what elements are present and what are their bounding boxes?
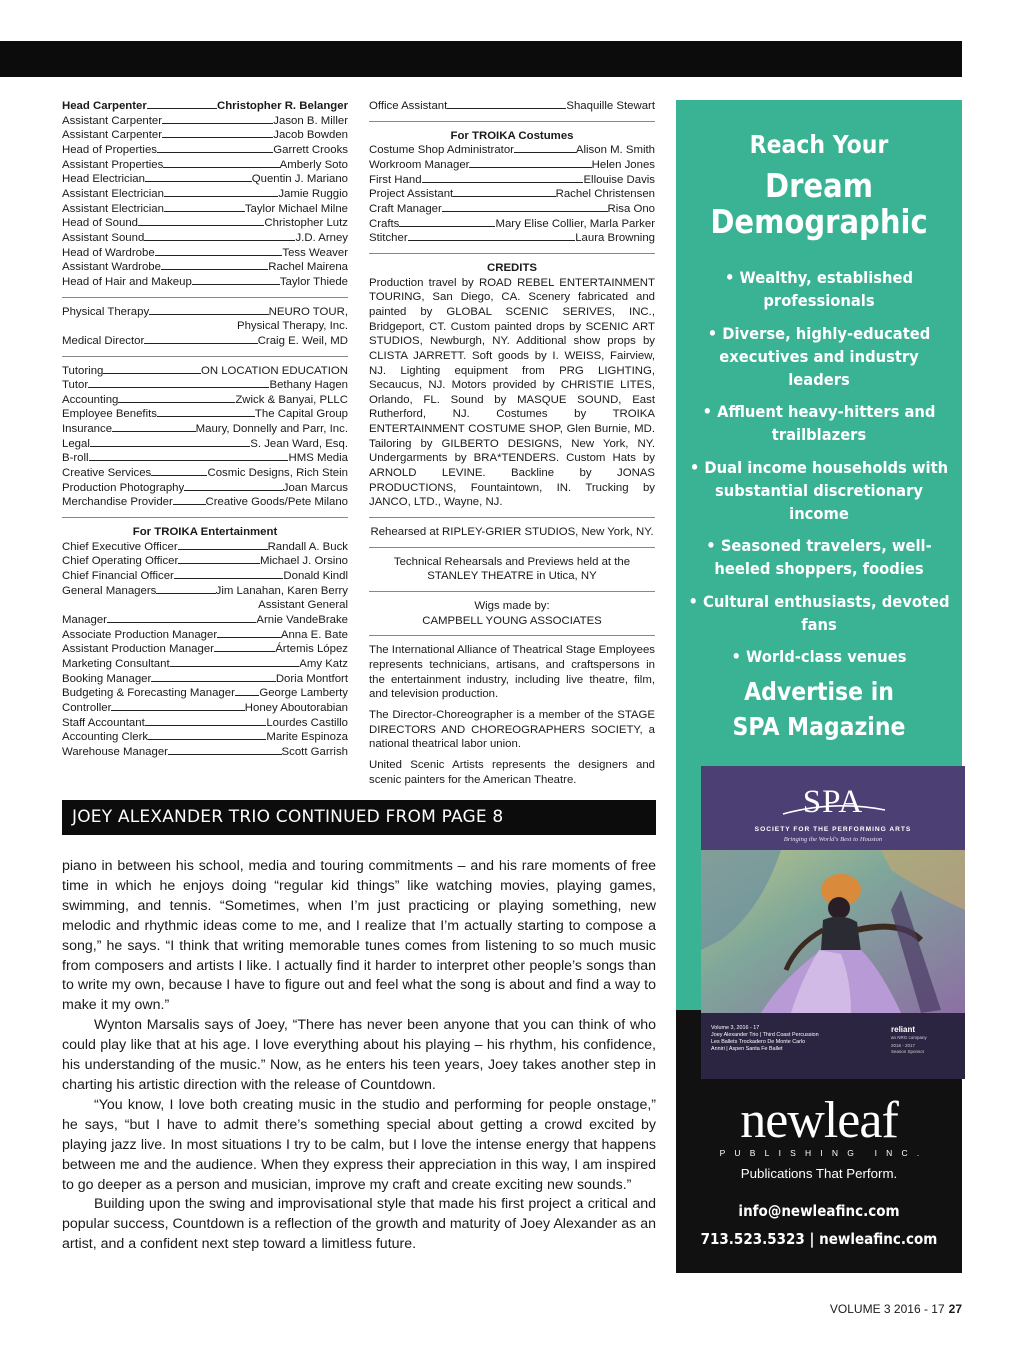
credit-row [369, 187, 655, 202]
divider [369, 517, 655, 518]
credit-role: Assistant Sound [62, 231, 145, 244]
credit-row [369, 217, 655, 232]
credit-row [62, 260, 348, 275]
credit-name: Jason B. Miller [273, 114, 348, 127]
article-paragraph: “You know, I love both creating music in the studio and performing for people onstage,” he says, “but I have to admit there’s something special about getting a crowd excited by playing jazz live. In most situations I try to be calm, but I love the intense energy that happens between me and the audience. When they express their appreciation in this way, I am inspired to go deeper as a person and musician, improve my craft and create exciting new sounds.” [62, 1096, 656, 1193]
ad-bullet: • Dual income households with substantial discretionary income [689, 457, 949, 523]
article-body [62, 857, 656, 1255]
section-heading: CREDITS [487, 261, 537, 274]
rehearsed-note: Rehearsed at RIPLEY-GRIER STUDIOS, New York, NY. [370, 526, 654, 539]
credit-row [62, 158, 348, 173]
divider [369, 547, 655, 548]
credit-name: Mary Elise Collier, Marla Parker [495, 217, 655, 230]
credit-role: Chief Executive Officer [62, 540, 178, 553]
continued-banner: JOEY ALEXANDER TRIO CONTINUED FROM PAGE 8 [62, 800, 656, 835]
credit-row [62, 716, 348, 731]
credit-name: Randall A. Buck [267, 540, 348, 553]
credit-name: Marite Espinoza [266, 731, 348, 744]
credit-name: Taylor Michael Milne [244, 202, 348, 215]
credit-row [62, 99, 348, 114]
union-paragraph: The International Alliance of Theatrical Stage Employees represents technicians, artisans, and craftspersons in the entertainment industry, including live theatre, film, and television production. [369, 644, 655, 701]
credit-name: Laura Browning [575, 232, 655, 245]
credit-name: Joan Marcus [282, 481, 348, 494]
credit-role: Chief Financial Officer [62, 570, 174, 583]
credit-row [62, 569, 348, 584]
newleaf-tagline: Publications That Perform. [740, 1166, 898, 1181]
credit-row [62, 554, 348, 569]
credit-role: Crafts [369, 217, 400, 230]
cover-society: SOCIETY FOR THE PERFORMING ARTS [754, 826, 912, 833]
credit-row [369, 158, 655, 173]
staff-column-right [369, 99, 655, 787]
credit-name: Maury, Donnelly and Parr, Inc. [195, 423, 348, 436]
credit-role: Craft Manager [369, 202, 442, 215]
credit-role: Head Carpenter [62, 100, 147, 112]
cover-tagline: Bringing the World's Best to Houston [783, 836, 883, 843]
credit-row [62, 231, 348, 246]
credit-row [62, 584, 348, 599]
credit-row [62, 642, 348, 657]
credit-name: Rachel Mairena [268, 261, 348, 274]
credit-role: First Hand [369, 173, 422, 186]
credit-row [62, 672, 348, 687]
section-heading: For TROIKA Costumes [450, 129, 574, 142]
credit-name: Amberly Soto [279, 158, 348, 171]
season-label: 2016 - 2017 Season Sponsor [891, 1043, 925, 1054]
credit-row [62, 128, 348, 143]
credit-name: Cosmic Designs, Rich Stein [207, 467, 348, 480]
credit-name: Anna E. Bate [280, 628, 348, 641]
credit-name: Ártemis López [275, 643, 348, 656]
credit-row [62, 613, 348, 628]
credit-role: Controller [62, 701, 112, 714]
credit-row: Medical Director Craig E. Weil, MD [62, 334, 348, 347]
services-list [62, 364, 348, 511]
credit-name: Taylor Thiede [279, 275, 348, 288]
credit-name: Arnie VandeBrake [256, 614, 348, 626]
credit-role: Head of Sound [62, 217, 138, 230]
spa-logo: SPA [802, 784, 864, 820]
ad-call-to-action: Advertise in SPA Magazine [732, 677, 906, 741]
divider [369, 591, 655, 592]
credit-row [62, 422, 348, 437]
credit-row [62, 275, 348, 290]
ad-bullet: • Cultural enthusiasts, devoted fans [688, 591, 950, 634]
credit-row [62, 114, 348, 129]
newleaf-logo: newleaf [740, 1092, 898, 1149]
credit-name: Michael J. Orsino [260, 555, 348, 568]
credit-role: Marketing Consultant [62, 657, 170, 670]
cover-footer [701, 1013, 965, 1079]
credit-row [62, 393, 348, 408]
ad-bullet: • Diverse, highly-educated executives and industry leaders [707, 323, 931, 389]
credit-name: Christopher R. Belanger [216, 100, 348, 112]
troika-staff-list [62, 613, 348, 760]
divider [62, 297, 348, 298]
credit-role: Assistant Properties [62, 158, 164, 171]
credit-name: ON LOCATION EDUCATION [200, 364, 348, 377]
credit-name: Helen Jones [591, 158, 655, 171]
credit-role: Assistant Electrician [62, 202, 164, 215]
credit-name: Tess Weaver [282, 246, 348, 259]
article-paragraph: piano in between his school, media and touring commitments – and his rare moments of free time in which he enjoys doing “regular kid things” like watching movies, playing games, swimming, and tennis. “Sometimes, when I’m just practicing or playing something, new melodic and rhythmic ideas come to me, and I realize that I’m actually starting to compose a song,” he says. “I think that writing memorable tunes comes from listening to so much music from composers and artists I like. I actually find it harder to interpret other people’s songs than to write my own, because I have to figure out and feel what the song is about and find a way to make it my own.” [62, 858, 656, 1014]
credit-row [369, 143, 655, 158]
credit-row [62, 540, 348, 555]
divider [369, 121, 655, 122]
cover-issue-text: Volume 3, 2016 - 17 Joey Alexander Trio | Third Coast Percussion Les Ballets Trockadero De Monte Carlo Anniri | Aspen Santa Fe Ballet [711, 1025, 819, 1052]
wigs-note: Wigs made by: [474, 600, 550, 613]
credit-role: Creative Services [62, 467, 152, 480]
credit-role: Assistant Carpenter [62, 114, 163, 127]
credit-row: Office Assistant Shaquille Stewart [369, 100, 655, 112]
credit-name: Christopher Lutz [264, 217, 348, 230]
credit-name: Creative Goods/Pete Milano [205, 496, 348, 509]
credit-row [62, 495, 348, 510]
credit-name: Garrett Crooks [273, 143, 348, 156]
credit-name: Zwick & Banyai, PLLC [235, 393, 348, 406]
credit-name: Doria Montfort [275, 672, 348, 685]
credit-name: Donald Kindl [283, 570, 348, 583]
credit-name: Rachel Christensen [555, 188, 655, 201]
credit-name: S. Jean Ward, Esq. [250, 437, 348, 450]
credit-continuation: Assistant General [258, 599, 348, 612]
credit-row [62, 364, 348, 379]
credit-name: Honey Aboutorabian [244, 701, 348, 714]
credit-name: Lourdes Castillo [266, 716, 348, 729]
credit-role: B-roll [62, 452, 89, 465]
sponsor-logo: reliant [891, 1025, 916, 1034]
crew-list [62, 99, 348, 290]
ad-bullet: • Wealthy, established professionals [725, 268, 913, 310]
credit-role: Assistant Carpenter [62, 129, 163, 142]
credit-role: Costume Shop Administrator [369, 144, 514, 157]
swoosh-icon [779, 798, 889, 818]
article-paragraph: Wynton Marsalis says of Joey, “There has never been anyone that you can think of who could play like that at his age. I love everything about his playing – his rhythm, his confidence, his understanding of the music.” Now, as he enters his teen years, Joey takes another step in charting his artistic direction with the release of Countdown. [62, 1017, 656, 1093]
ad-headline-large: Dream Demographic [710, 166, 928, 241]
credit-name: Risa Ono [607, 202, 655, 215]
credit-role: Production Photography [62, 481, 185, 494]
credit-row [62, 172, 348, 187]
credit-name: Jacob Bowden [273, 129, 348, 142]
credit-role: Head of Hair and Makeup [62, 275, 192, 288]
credit-role: Assistant Wardrobe [62, 261, 161, 274]
credit-row [369, 231, 655, 246]
divider [62, 517, 348, 518]
credit-row [62, 730, 348, 745]
credit-name: George Lamberty [259, 687, 348, 700]
dancer-painting-icon [701, 850, 965, 1013]
credit-row [62, 745, 348, 760]
sponsor-subtext: an NRG company [891, 1035, 927, 1040]
credit-continuation: Physical Therapy, Inc. [236, 320, 348, 333]
credit-row [62, 466, 348, 481]
credit-row [62, 657, 348, 672]
credit-role: Manager [62, 614, 107, 626]
publishing-label: PUBLISHING INC. [719, 1148, 929, 1158]
troika-staff-list [62, 540, 348, 599]
ad-bullet: • World-class venues [731, 647, 907, 666]
contact-email: info@newleafinc.com [738, 1202, 900, 1220]
credit-role: Stitcher [369, 232, 408, 245]
divider [369, 253, 655, 254]
credit-name: Quentin J. Mariano [251, 173, 348, 186]
credit-role: Workroom Manager [369, 158, 470, 171]
credit-role: Employee Benefits [62, 408, 157, 421]
credit-row [62, 701, 348, 716]
credit-role: Legal [62, 437, 90, 450]
credit-role: Associate Production Manager [62, 628, 218, 641]
credit-role: Tutoring [62, 364, 104, 377]
credit-role: Warehouse Manager [62, 745, 168, 758]
credit-role: General Managers [62, 584, 157, 597]
credit-row [62, 202, 348, 217]
credit-role: Accounting Clerk [62, 731, 149, 744]
credit-row [62, 407, 348, 422]
divider [369, 635, 655, 636]
ad-bullet-list [676, 266, 962, 678]
credit-name: Jim Lanahan, Karen Berry [215, 584, 348, 597]
credit-row [62, 686, 348, 701]
credit-name: Bethany Hagen [269, 379, 348, 392]
page-folio [830, 1302, 962, 1316]
credit-name: Scott Garrish [281, 745, 348, 758]
credit-name: Jamie Ruggio [278, 187, 348, 200]
credit-role: Head Electrician [62, 173, 145, 186]
divider [62, 356, 348, 357]
credit-role: Head of Properties [62, 143, 157, 156]
credit-role: Chief Operating Officer [62, 555, 179, 568]
credit-name: Ellouise Davis [583, 173, 655, 186]
wigs-note: CAMPBELL YOUNG ASSOCIATES [422, 614, 602, 627]
credit-name: J.D. Arney [295, 231, 348, 244]
credit-name: Alison M. Smith [575, 144, 655, 157]
credit-role: Staff Accountant [62, 716, 145, 729]
credit-row [369, 202, 655, 217]
credit-role: Budgeting & Forecasting Manager [62, 687, 235, 700]
contact-phone-website: 713.523.5323 | newleafinc.com [700, 1230, 938, 1248]
article-paragraph: Building upon the swing and improvisational style that made his first project a critical and popular success, Countdown is a reflection of the growth and maturity of Joey Alexander as an artist, and a confident next step toward a limitless future. [62, 1196, 656, 1253]
magazine-cover-image [701, 766, 965, 1079]
credit-role: Accounting [62, 393, 119, 406]
credit-row: Physical Therapy NEURO TOUR, [62, 305, 348, 318]
union-paragraph: The Director-Choreographer is a member of the STAGE DIRECTORS AND CHOREOGRAPHERS SOCIETY, a national theatrical labor union. [369, 708, 655, 751]
credit-row [62, 143, 348, 158]
header-bar [0, 41, 962, 77]
ad-bullet: • Affluent heavy-hitters and trailblazers [702, 402, 936, 444]
credit-role: Assistant Production Manager [62, 643, 214, 656]
credit-row [62, 187, 348, 202]
credit-row [62, 216, 348, 231]
credit-row [62, 451, 348, 466]
credit-name: HMS Media [288, 452, 348, 465]
credit-row [62, 246, 348, 261]
credit-name: The Capital Group [254, 408, 348, 421]
credit-row [369, 173, 655, 188]
volume-label: VOLUME 3 2016 - 17 [829, 1302, 945, 1316]
credit-role: Assistant Electrician [62, 187, 164, 200]
credit-row [62, 378, 348, 393]
staff-column-left [62, 99, 348, 760]
credit-role: Insurance [62, 423, 113, 436]
credit-row [62, 437, 348, 452]
costume-staff-list [369, 143, 655, 246]
credits-paragraph: Production travel by ROAD REBEL ENTERTAINMENT TOURING, San Diego, CA. Scenery fabricated and painted by GLOBAL SCENIC SERIVES, INC., Bridgeport, CT. Custom painted drops by SCENIC ART STUDIOS, Newburgh, NY. Additional show props by CLISTA JARRETT. Soft goods by I. WEISS, Fairview, NJ. Lighting equipment from PRG LIGHTING, Secaucus, NJ. Motors provided by CHRISTIE LITES, Orlando, FL. Sound by MASQUE SOUND, East Rutherford, NJ. Costumes by TROIKA ENTERTAINMENT COSTUME SHOP, Glen Burnie, MD. Tailoring by GILBERTO DESIGNS, New York, NY. Undergarments by BRA*TENDERS. Custom Hats by ARNOLD LEVINE. Backline by JONAS PRODUCTIONS, Fountaintown, IN. Trucking by JANCO, LTD., Wayne, NJ. [369, 276, 655, 509]
ad-bullet: • Seasoned travelers, well-heeled shoppers, foodies [706, 536, 932, 578]
credit-row [62, 628, 348, 643]
page-number: 27 [948, 1302, 962, 1316]
technical-note: Technical Rehearsals and Previews held at the [393, 555, 631, 568]
union-paragraph: United Scenic Artists represents the designers and scenic painters for the American Theatre. [369, 758, 655, 786]
credit-role: Head of Wardrobe [62, 246, 155, 259]
credit-role: Project Assistant [369, 188, 454, 201]
credit-role: Tutor [62, 379, 89, 392]
technical-note: STANLEY THEATRE in Utica, NY [427, 570, 597, 583]
section-heading: For TROIKA Entertainment [132, 526, 278, 539]
credit-name: Amy Katz [299, 657, 348, 670]
credit-role: Booking Manager [62, 672, 152, 685]
credit-row [62, 481, 348, 496]
credit-role: Merchandise Provider [62, 496, 173, 509]
ad-headline: Reach Your [749, 130, 889, 159]
